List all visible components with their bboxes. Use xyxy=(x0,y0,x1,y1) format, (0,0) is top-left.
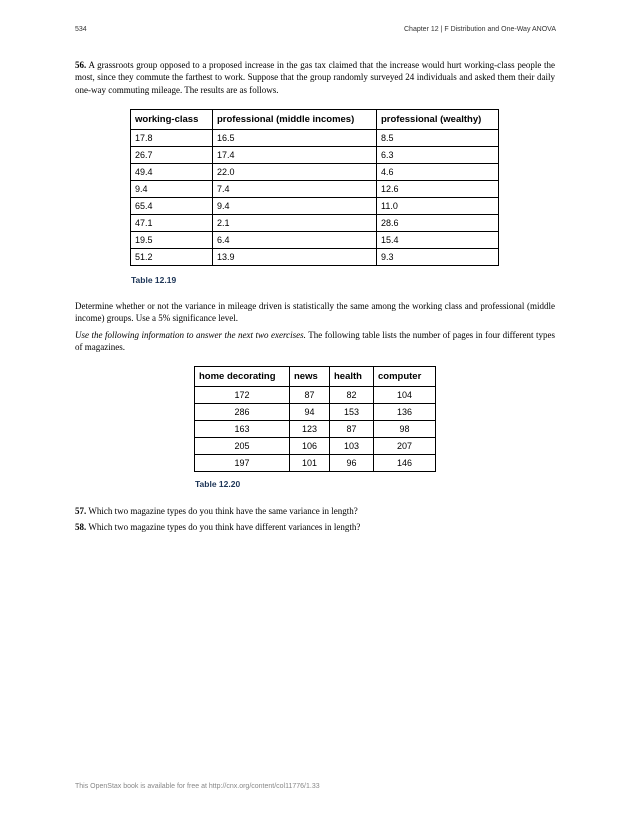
table-cell: 65.4 xyxy=(131,198,213,215)
column-header: computer xyxy=(374,367,436,387)
table-header-row xyxy=(131,110,499,130)
table-cell: 51.2 xyxy=(131,249,213,266)
exercise-56 xyxy=(75,59,555,96)
table-row xyxy=(131,249,499,266)
table-row xyxy=(195,455,436,472)
exercise-58-text: Which two magazine types do you think have different variances in length? xyxy=(88,522,361,532)
table-row xyxy=(131,232,499,249)
table-cell: 17.4 xyxy=(213,147,377,164)
table-cell: 13.9 xyxy=(213,249,377,266)
footer: This OpenStax book is available for free at http://cnx.org/content/col11776/1.33 xyxy=(75,783,320,790)
magazine-pages-table xyxy=(194,366,436,472)
table-cell: 146 xyxy=(374,455,436,472)
table-cell: 9.4 xyxy=(131,181,213,198)
table-cell: 103 xyxy=(330,438,374,455)
table-row xyxy=(195,404,436,421)
table-row xyxy=(131,198,499,215)
table-cell: 2.1 xyxy=(213,215,377,232)
table-cell: 47.1 xyxy=(131,215,213,232)
table-cell: 19.5 xyxy=(131,232,213,249)
table-row xyxy=(131,164,499,181)
table-cell: 28.6 xyxy=(377,215,499,232)
table-caption: Table 12.20 xyxy=(195,479,241,489)
table-cell: 17.8 xyxy=(131,130,213,147)
table-row xyxy=(195,387,436,404)
exercise-56-number: 56. xyxy=(75,60,87,70)
table-row xyxy=(131,215,499,232)
table-cell: 6.3 xyxy=(377,147,499,164)
table-cell: 15.4 xyxy=(377,232,499,249)
table-cell: 123 xyxy=(290,421,330,438)
table-cell: 172 xyxy=(195,387,290,404)
table-cell: 87 xyxy=(330,421,374,438)
table-cell: 101 xyxy=(290,455,330,472)
table-cell: 9.3 xyxy=(377,249,499,266)
table-body xyxy=(195,387,436,472)
table-cell: 87 xyxy=(290,387,330,404)
exercise-57-number: 57. xyxy=(75,506,87,516)
exercise-56-text: A grassroots group opposed to a proposed increase in the gas tax claimed that the increase would hurt working-class people the most, since they commute the farthest to work. Suppose that the group randomly surveyed 24 individuals and asked them their daily one-way commuting mileage. The results are as follows. xyxy=(75,60,555,95)
intro-italic: Use the following information to answer the next two exercises. xyxy=(75,330,306,340)
table-cell: 94 xyxy=(290,404,330,421)
column-header: news xyxy=(290,367,330,387)
table-cell: 153 xyxy=(330,404,374,421)
table-cell: 207 xyxy=(374,438,436,455)
table-cell: 163 xyxy=(195,421,290,438)
page-number: 534 xyxy=(75,26,87,33)
column-header: professional (wealthy) xyxy=(377,110,499,130)
table-cell: 136 xyxy=(374,404,436,421)
intro-text: The following table lists the number of pages in four different types of magazines. xyxy=(75,330,555,353)
exercise-57-text: Which two magazine types do you think have the same variance in length? xyxy=(88,506,358,516)
column-header: working-class xyxy=(131,110,213,130)
column-header: health xyxy=(330,367,374,387)
table-cell: 106 xyxy=(290,438,330,455)
table-cell: 11.0 xyxy=(377,198,499,215)
table-cell: 4.6 xyxy=(377,164,499,181)
table-row xyxy=(195,421,436,438)
table-cell: 22.0 xyxy=(213,164,377,181)
table-cell: 98 xyxy=(374,421,436,438)
table-cell: 286 xyxy=(195,404,290,421)
exercise-58-number: 58. xyxy=(75,522,87,532)
table-body xyxy=(131,130,499,266)
intro-paragraph xyxy=(75,329,555,354)
table-cell: 82 xyxy=(330,387,374,404)
determine-paragraph: Determine whether or not the variance in mileage driven is statistically the same among the working class and professional (middle income) groups. Use a 5% significance level. xyxy=(75,301,555,324)
table-cell: 96 xyxy=(330,455,374,472)
table-cell: 6.4 xyxy=(213,232,377,249)
table-cell: 197 xyxy=(195,455,290,472)
table-row xyxy=(131,181,499,198)
table-row xyxy=(131,147,499,164)
table-cell: 12.6 xyxy=(377,181,499,198)
column-header: professional (middle incomes) xyxy=(213,110,377,130)
table-row xyxy=(131,130,499,147)
exercise-58 xyxy=(75,521,555,533)
table-caption: Table 12.19 xyxy=(131,275,177,285)
table-cell: 16.5 xyxy=(213,130,377,147)
table-cell: 49.4 xyxy=(131,164,213,181)
table-cell: 8.5 xyxy=(377,130,499,147)
chapter-header: Chapter 12 | F Distribution and One-Way ANOVA xyxy=(404,26,556,33)
table-cell: 205 xyxy=(195,438,290,455)
exercise-57 xyxy=(75,505,555,517)
table-cell: 26.7 xyxy=(131,147,213,164)
table-header-row xyxy=(195,367,436,387)
commute-mileage-table xyxy=(130,109,499,266)
table-cell: 104 xyxy=(374,387,436,404)
column-header: home decorating xyxy=(195,367,290,387)
table-cell: 7.4 xyxy=(213,181,377,198)
table-row xyxy=(195,438,436,455)
table-cell: 9.4 xyxy=(213,198,377,215)
